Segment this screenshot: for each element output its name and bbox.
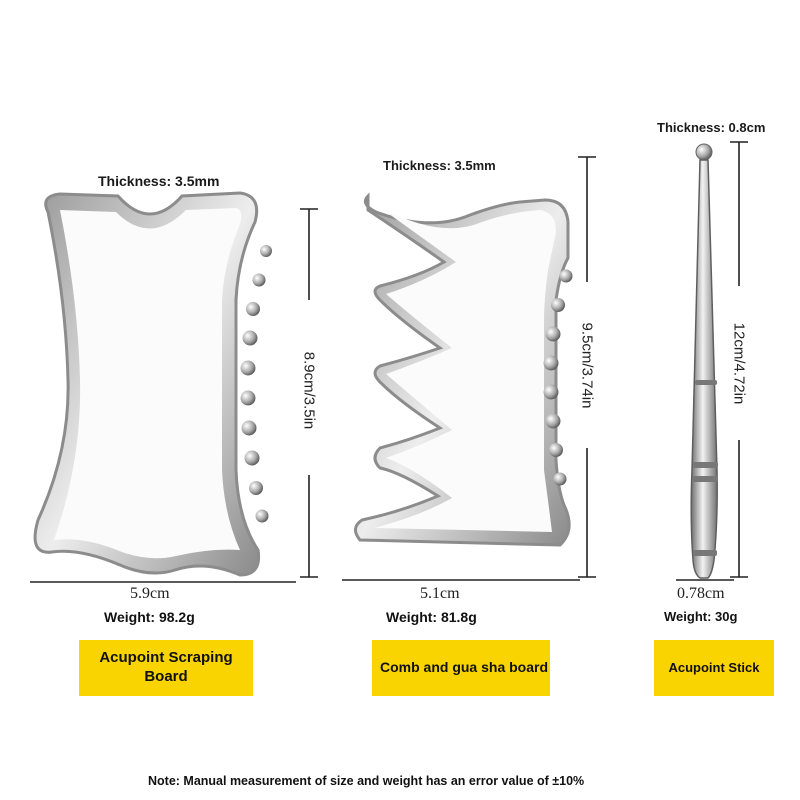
measurement-note: Note: Manual measurement of size and weight has an error value of ±10% [148,774,585,788]
stick-height-wrap [709,322,769,404]
scraping-board-image [35,193,272,575]
scraping-board-label-text: Acupoint Scraping Board [99,649,233,685]
scraping-board-width: 5.9cm [130,585,170,602]
scraping-board-beads [241,245,273,523]
comb-board-image [355,196,572,545]
scraping-board-label [79,640,253,696]
comb-board-label [372,640,550,696]
comb-board-thickness: Thickness: 3.5mm [383,158,496,173]
stick-label-text: Acupoint Stick [668,659,760,675]
scraping-board-height-wrap [279,351,339,429]
scraping-board-thickness: Thickness: 3.5mm [98,173,220,189]
stick-height: 12cm/4.72in [730,322,748,404]
stick-thickness: Thickness: 0.8cm [657,120,766,135]
comb-board-height-wrap [557,322,617,408]
scraping-board-weight: Weight: 98.2g [104,609,195,625]
comb-board-label-text: Comb and gua sha board [380,659,549,676]
stick-label [654,640,774,696]
comb-board-height: 9.5cm/3.74in [578,322,596,408]
stick-weight: Weight: 30g [664,609,738,624]
comb-board-width: 5.1cm [420,585,460,602]
stick-width: 0.78cm [677,585,725,602]
scraping-board-height: 8.9cm/3.5in [300,351,318,429]
comb-board-weight: Weight: 81.8g [386,609,477,625]
